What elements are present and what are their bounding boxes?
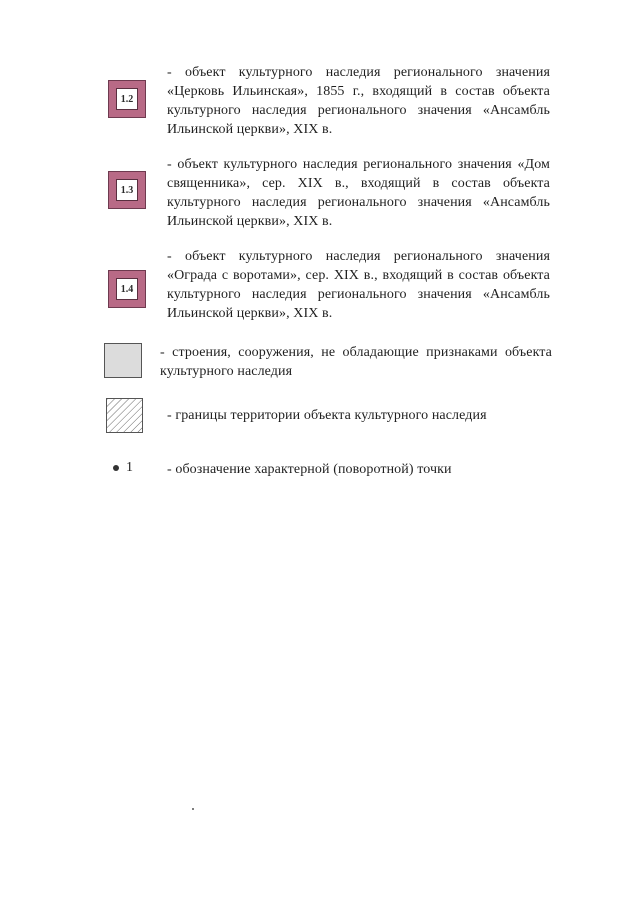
legend-text-point: - обозначение характерной (поворотной) точки <box>167 462 452 477</box>
swatch-code-1-2: 1.2 <box>116 88 138 110</box>
point-number: 1 <box>126 460 133 475</box>
monument-swatch-1-4 <box>108 270 146 308</box>
swatch-code-1-3: 1.3 <box>116 179 138 201</box>
hatch-pattern <box>107 399 143 433</box>
legend-text-1-2: - объект культурного наследия регионального значения «Церковь Ильинская», 1855 г., входящий в состав объекта культурного наследия регионального значения «Ансамбль Ильинской церкви», XIX в. <box>167 65 550 137</box>
monument-swatch-1-2 <box>108 80 146 118</box>
legend-text-structures: - строения, сооружения, не обладающие признаками объекта культурного наследия <box>160 345 552 379</box>
scan-speck <box>192 808 194 810</box>
swatch-code-1-4: 1.4 <box>116 278 138 300</box>
point-dot-icon <box>113 465 119 471</box>
structures-swatch <box>104 343 142 378</box>
legend-text-boundary: - границы территории объекта культурного наследия <box>167 408 487 423</box>
monument-swatch-1-3 <box>108 171 146 209</box>
boundary-hatch-swatch <box>106 398 143 433</box>
legend-text-1-4: - объект культурного наследия регионального значения «Ограда с воротами», сер. XIX в., входящий в состав объекта культурного наследия регионального значения «Ансамбль Ильинской церкви», XIX в. <box>167 249 550 321</box>
point-symbol <box>113 459 133 477</box>
legend-text-1-3: - объект культурного наследия регионального значения «Дом священника», сер. XIX в., входящий в состав объекта культурного наследия регионального значения «Ансамбль Ильинской церкви», XIX в. <box>167 157 550 229</box>
